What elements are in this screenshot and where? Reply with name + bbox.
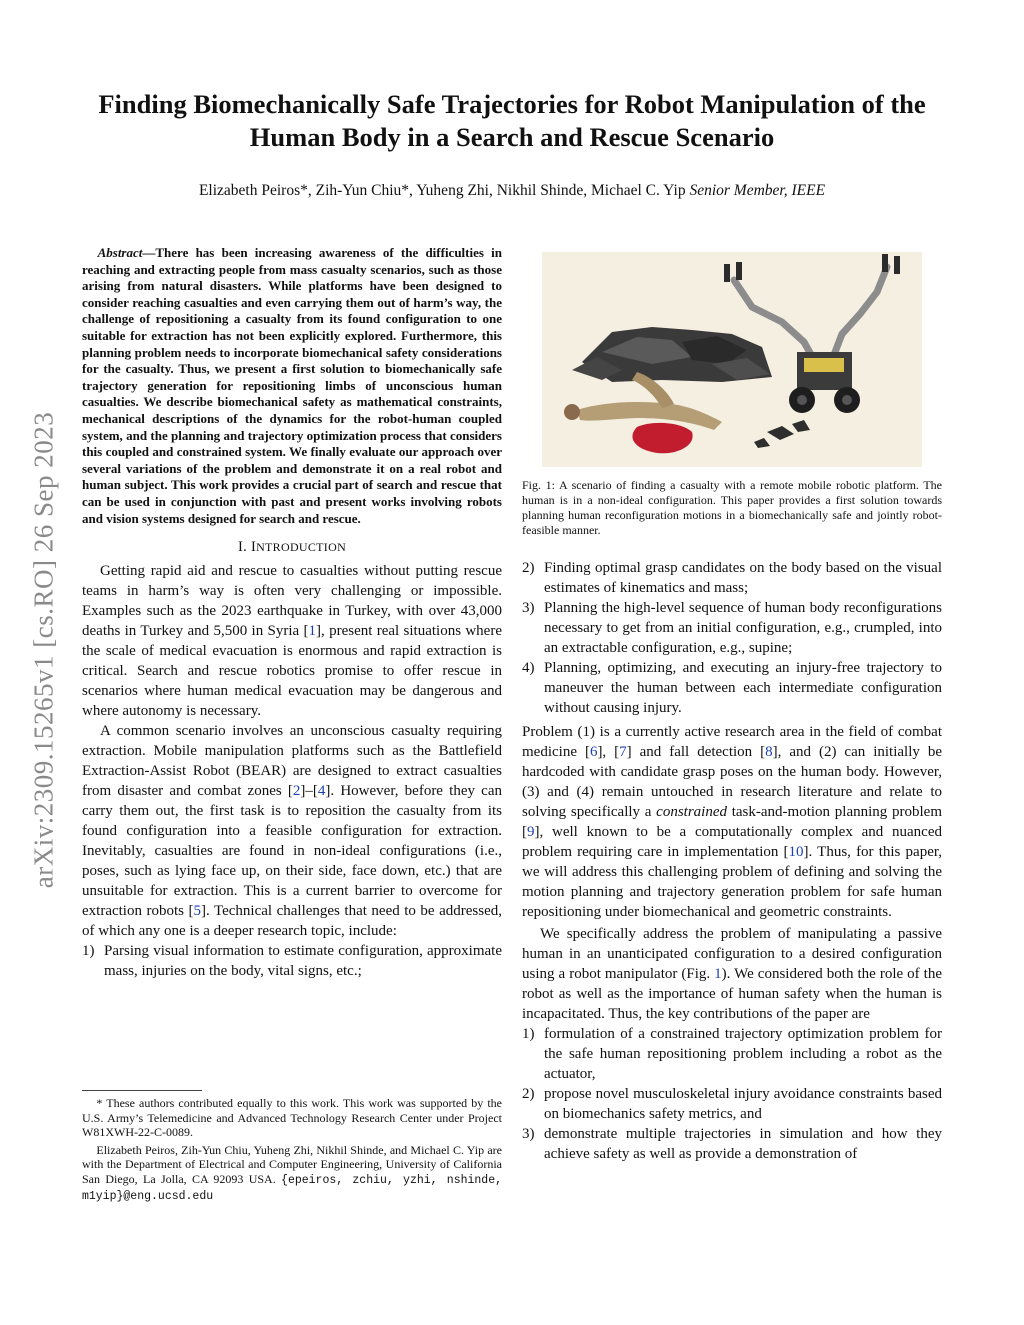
left-column	[82, 245, 502, 981]
citation-link[interactable]: 2	[292, 783, 301, 800]
list-item: 1) formulation of a constrained trajectory optimization problem for the safe human repositioning problem including a robot as the actuator,	[522, 1026, 942, 1082]
figure-1-rescue-scenario	[542, 252, 922, 467]
abstract-text: —There has been increasing awareness of the difficulties in reaching and extracting people from mass casualty scenarios, such as those arising from natural disasters. While platforms have been designed to consider reaching casualties and even carrying them out of harm’s way, the challenge of repositioning a casualty from its found configuration to one suitable for extraction has not been explicitly explored. Furthermore, this planning problem needs to incorporate biomechanical safety considerations for the casualty. Thus, we present a first solution to biomechanically safe trajectory generation for repositioning limbs of unconscious human casualties. We describe biomechanical safety as mathematical constraints, mechanical descriptions of the dynamics for the robot-human coupled system, and the planning and trajectory optimization process that considers this coupled and constrained system. We finally evaluate our approach over several variations of the problem and demonstrate it on a real robot and human subject. This work provides a crucial part of search and rescue that can be used in conjunction with past and present works involving robots and vision systems designed for search and rescue.	[82, 245, 502, 526]
contribution-intro-paragraph: We specifically address the problem of manipulating a passive human in an unanticipated configuration to a desired configuration using a robot manipulator (Fig. 1). We considered both the role of the robot as well as the importance of human safety when the human is incapacitated. Thus, the key contributions of the paper are	[522, 926, 943, 1022]
citation-link[interactable]: 5	[193, 903, 201, 920]
intro-paragraph-2: A common scenario involves an unconscious casualty requiring extraction. Mobile manipulation platforms such as the Battlefield Extraction-Assist Robot (BEAR) are designed to extract casualties from disaster and combat zones [2]–[4]. However, before they can carry them out, the first task is to reposition the casualty from its found configuration into a feasible configuration for extraction. Inevitably, casualties are found in non-ideal configurations (i.e., poses, such as lying face up, on their side, face down, etc.) that are unsuitable for extraction. This is a current barrier to overcome for extraction robots [5]. Technical challenges that need to be addressed, of which any one is a deeper research topic, include:	[82, 723, 502, 940]
figure-link[interactable]: 1	[714, 966, 722, 982]
citation-link[interactable]: 4	[317, 783, 326, 800]
author-list	[60, 182, 964, 200]
contribution-list	[522, 1024, 942, 1164]
section-number: I.	[237, 539, 247, 556]
list-item: 3) Planning the high-level sequence of human body reconfigurations necessary to get from an initial configuration, e.g., crumpled, into an extractable configuration, e.g., supine;	[522, 600, 942, 656]
abstract	[82, 245, 502, 527]
citation-link[interactable]: 1	[308, 623, 317, 640]
citation-link[interactable]: 8	[765, 744, 773, 760]
citation-link[interactable]: 9	[527, 824, 535, 840]
author-suffix: Senior Member, IEEE	[689, 182, 826, 199]
citation-link[interactable]: 10	[788, 844, 804, 860]
list-item: 1) Parsing visual information to estimate configuration, approximate mass, injuries on the body, vital signs, etc.;	[82, 943, 502, 980]
challenge-list-continued	[522, 558, 942, 718]
list-item: 3) demonstrate multiple trajectories in simulation and how they achieve safety as well as provide a demonstration of	[522, 1126, 942, 1162]
footnote-emails: {epeiros, zchiu, yzhi, nshinde, m1yip}@eng.ucsd.edu	[82, 1173, 502, 1203]
citation-link[interactable]: 6	[589, 744, 598, 760]
problem-paragraph: Problem (1) is a currently active research area in the field of combat medicine [6], [7] and fall detection [8], and (2) can initially be hardcoded with candidate grasp poses on the human body. However, (3) and (4) remain untouched in research literature and relate to solving specifically a constrained task-and-motion planning problem [9], well known to be a computationally complex and nuanced problem requiring care in implementation [10]. Thus, for this paper, we will address this challenging problem of defining and solving the motion planning and trajectory generation problem for safe human repositioning under biomechanical and geometric constraints.	[522, 724, 942, 920]
rescue-scene-illustration	[542, 252, 922, 467]
footnote-affiliation: Elizabeth Peiros, Zih-Yun Chiu, Yuheng Zhi, Nikhil Shinde, and Michael C. Yip are with the Department of Electrical and Computer Engineering, University of California San Diego, La Jolla, CA 92093 USA. {epeiros, zchiu, yzhi, nshinde, m1yip}@eng.ucsd.edu	[82, 1142, 502, 1203]
footnote-rule	[82, 1090, 202, 1091]
arxiv-identifier: arXiv:2309.15265v1 [cs.RO] 26 Sep 2023	[28, 411, 59, 889]
section-title-rest: NTRODUCTION	[256, 540, 347, 555]
author-names: Elizabeth Peiros*, Zih-Yun Chiu*, Yuheng Zhi, Nikhil Shinde, Michael C. Yip	[198, 182, 686, 199]
list-item: 2) Finding optimal grasp candidates on the body based on the visual estimates of kinematics and mass;	[522, 560, 942, 596]
figure-1-caption: Fig. 1: A scenario of finding a casualty with a remote mobile robotic platform. The human is in a non-ideal configuration. This paper provides a first solution towards planning human reconfiguration motions in a biomechanically safe and jointly robot-feasible manner.	[522, 478, 942, 537]
challenge-list-start	[82, 941, 502, 981]
citation-link[interactable]: 7	[619, 744, 627, 760]
section-heading-introduction	[82, 537, 502, 557]
footnotes	[82, 1096, 502, 1205]
intro-paragraph-1: Getting rapid aid and rescue to casualties without putting rescue teams in harm’s way is often very challenging or impossible. Examples such as the 2023 earthquake in Turkey, with over 43,000 deaths in Turkey and 5,500 in Syria [1], present real situations where the scale of medical evacuation is enormous and rapid extraction is critical. Search and rescue robotics promise to offer rescue in scenarios where human medical evacuation may be dangerous and where autonomy is necessary.	[82, 563, 502, 720]
section-title-initial: I	[250, 539, 257, 556]
paper-title: Finding Biomechanically Safe Trajectories for Robot Manipulation of the Human Body in a Search and Rescue Scenario	[98, 89, 926, 152]
list-item: 2) propose novel musculoskeletal injury avoidance constraints based on biomechanics safety metrics, and	[522, 1086, 942, 1122]
emphasis-constrained: constrained	[656, 804, 727, 820]
list-item: 4) Planning, optimizing, and executing an injury-free trajectory to maneuver the human between each intermediate configuration without causing injury.	[522, 660, 942, 716]
footnote-equal-contribution: * These authors contributed equally to this work. This work was supported by the U.S. Army’s Telemedicine and Advanced Technology Research Center under Project W81XWH-22-C-0089.	[82, 1096, 502, 1139]
right-column	[522, 558, 942, 1164]
abstract-label: Abstract	[97, 245, 143, 260]
